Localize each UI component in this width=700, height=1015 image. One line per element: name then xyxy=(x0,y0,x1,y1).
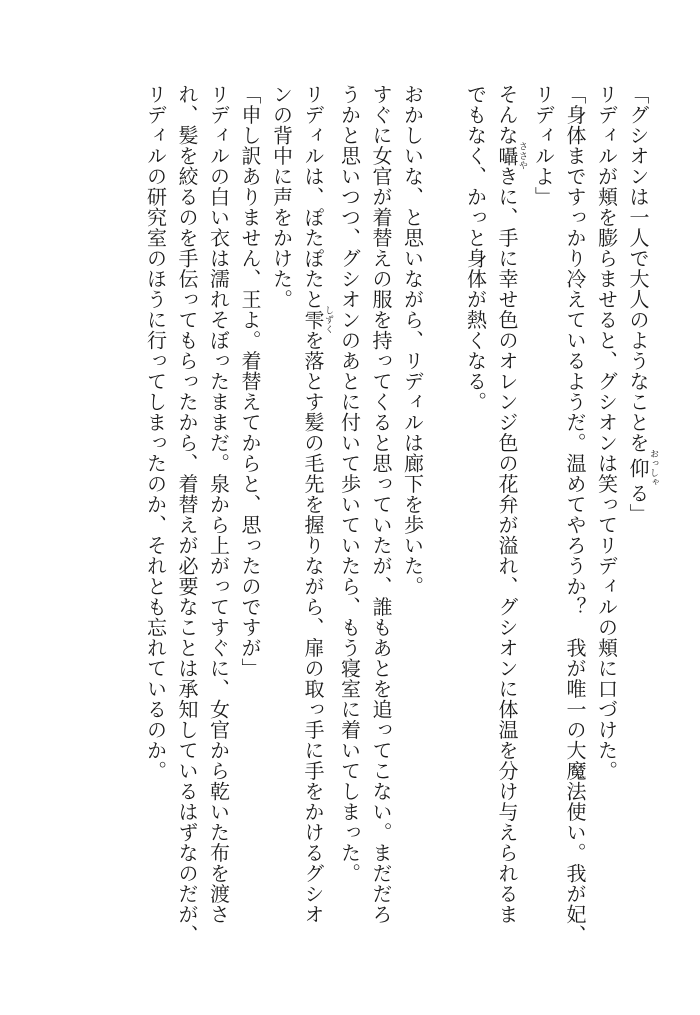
text-line-6: でもなく、かっと身体が熱くなる。 xyxy=(463,84,488,412)
text-line-4: リディルよ」 xyxy=(531,84,556,207)
text-line-10: リディルは、ぽたぽたと雫しずくを落とす髪の毛先を握りながら、扉の取っ手に手をかけるグシオ xyxy=(301,84,333,925)
text-line-11: ンの背中に声をかけた。 xyxy=(269,84,294,310)
text-line-2: リディルが頬を膨らませると、グシオンは笑ってリディルの頬に口づけた。 xyxy=(594,84,619,781)
text-line-15: リディルの研究室のほうに行ってしまったのか、それとも忘れているのか。 xyxy=(143,84,168,781)
text-line-3: 「身体まですっかり冷えているようだ。温めてやろうか？ 我が唯一の大魔法使い。我が妃、 xyxy=(563,84,587,945)
text-line-12: 「申し訳ありません、王よ。着替えてからと、思ったのですが」 xyxy=(238,84,262,679)
text-line-1: 「グシオンは一人で大人のようなことを仰おっしゃる」 xyxy=(626,84,658,524)
ruby-sasayaki: 囁ささや xyxy=(495,141,527,170)
text-line-5: そんな囁ささやきに、手に幸せ色のオレンジ色の花弁が溢れ、グシオンに体温を分け与えられるま xyxy=(495,84,527,925)
paragraph-gap xyxy=(428,84,460,984)
text-line-14: れ、髪を絞るのを手伝ってもらったから、着替えが必要なことは承知しているはずなのだが、 xyxy=(175,84,199,945)
text-line-13: リディルの白い衣は濡れそぼったままだ。泉から上がってすぐに、女官から乾いた布を渡さ xyxy=(206,84,231,925)
text-line-7: おかしいな、と思いながら、リディルは廊下を歩いた。 xyxy=(400,84,425,597)
text-line-8: すぐに女官が着替えの服を持ってくると思っていたが、誰もあとを追ってこない。まだだろ xyxy=(369,84,393,925)
ruby-shizuku: 雫しずく xyxy=(301,305,333,334)
text-line-9: うかと思いつつ、グシオンのあとに付いて歩いていたら、もう寝室に着いてしまった。 xyxy=(337,84,362,884)
vertical-text-block xyxy=(139,84,658,984)
ruby-ossharu: 仰おっしゃ xyxy=(626,449,658,487)
